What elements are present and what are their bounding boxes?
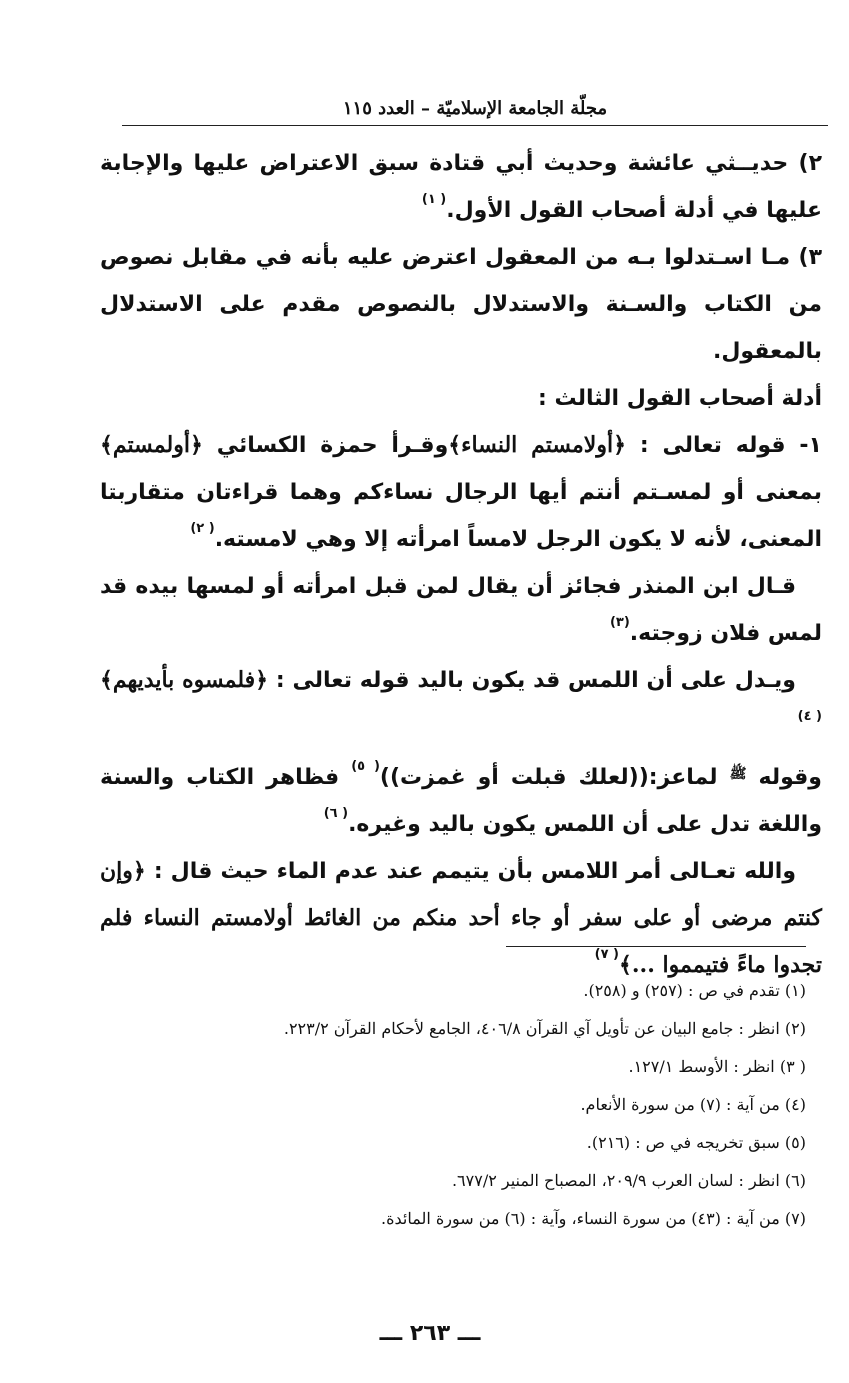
footnote-ref: ( ٦) (323, 806, 349, 821)
paragraph-point-3 (100, 234, 822, 375)
paragraph-text: مـا اسـتدلوا بـه من المعقول اعترض عليه بأنه في مقابل نصوص من الكتاب والسـنة والاستدلال بالنصوص مقدم على الاستدلال بالمعقول. (100, 245, 822, 364)
paragraph-text: بمعنى أو لمسـتم أنتم أيها الرجال نساءكم وهما قراءتان متقاربتا المعنى، لأنه لا يكون الرجل لامساً امرأته إلا وهي لامسته. (100, 480, 822, 552)
footnote-3 (100, 1048, 806, 1086)
item-number: ٣) (798, 245, 822, 270)
quran-verse: وإن كنتم مرضى أو على سفر أو جاء أحد منكم من الغائط أولامستم النساء فلم تجدوا ماءً فتيمموا ... (100, 858, 822, 978)
paragraph-text: ويـدل على أن اللمس قد يكون باليد قوله تعالى : (275, 668, 796, 693)
item-number: ٢) (798, 151, 822, 176)
footnote-number: (٥) (784, 1133, 806, 1152)
footnote-ref: ( ١) (421, 192, 447, 207)
paragraph-lead: ١- قوله تعالى : (639, 433, 822, 458)
paragraph-evidence-1 (100, 422, 822, 563)
quran-open-bracket: ﴿ (189, 433, 203, 458)
footnote-ref: (٣) (609, 615, 630, 630)
paragraph-tayammum (100, 848, 822, 989)
paragraph-touch-by-hand (100, 657, 822, 751)
header-divider (122, 125, 828, 126)
paragraph-text: وقـرأ حمزة الكسائي (216, 433, 449, 458)
footnote-text: انظر : جامع البيان عن تأويل آي القرآن ٤٠٦/٨، الجامع لأحكام القرآن ٢٢٣/٢. (283, 1019, 780, 1038)
footnote-text: من آية : (٤٣) من سورة النساء، وآية : (٦) من سورة المائدة. (381, 1209, 780, 1228)
quran-close-bracket: ﴾ (100, 433, 113, 458)
footnote-text: انظر : لسان العرب ٢٠٩/٩، المصباح المنير ٦٧٧/٢. (451, 1171, 780, 1190)
footnote-5 (100, 1124, 806, 1162)
quran-close-bracket: ﴾ (100, 668, 113, 693)
quran-verse: أولامستم النساء (461, 432, 614, 458)
quran-verse: أولمستم (112, 432, 190, 458)
footnote-number: (٦) (784, 1171, 806, 1190)
footnotes (100, 972, 806, 1238)
footnote-text: من آية : (٧) من سورة الأنعام. (580, 1095, 780, 1114)
footnote-text: انظر : الأوسط ١٢٧/١. (628, 1057, 775, 1076)
quran-close-bracket: ﴾ (448, 433, 462, 458)
main-text (100, 140, 822, 989)
paragraph-hadith-maiz (100, 751, 822, 848)
footnote-ref: ( ٧) (594, 947, 619, 962)
quran-open-bracket: ﴿ (255, 668, 269, 693)
footnote-2 (100, 1010, 806, 1048)
footnote-1 (100, 972, 806, 1010)
paragraph-text: فظاهر الكتاب والسنة واللغة تدل على أن اللمس يكون باليد وغيره. (100, 765, 822, 837)
paragraph-point-2 (100, 140, 822, 234)
footnote-4 (100, 1086, 806, 1124)
section-heading: أدلة أصحاب القول الثالث : (537, 386, 822, 411)
footnote-number: ( ٣) (779, 1057, 806, 1076)
footnote-6 (100, 1162, 806, 1200)
footnote-number: (١) (784, 981, 806, 1000)
footnote-7 (100, 1200, 806, 1238)
paragraph-text: والله تعـالى أمر اللامس بأن يتيمم عند عدم الماء حيث قال : (153, 859, 796, 884)
page-number: ـــ ٢٦٣ ـــ (379, 1321, 481, 1346)
quran-verse: فلمسوه بأيديهم (112, 667, 256, 693)
footnote-number: (٤) (784, 1095, 806, 1114)
footnote-text: تقدم في ص : (٢٥٧) و (٢٥٨). (583, 981, 780, 1000)
paragraph-ibn-almundhir (100, 563, 822, 657)
paragraph-text: حديــثي عائشة وحديث أبي قتادة سبق الاعتراض عليها والإجابة عليها في أدلة أصحاب القول الأول. (100, 151, 822, 223)
paragraph-text: قـال ابن المنذر فجائز أن يقال لمن قبل امرأته أو لمسها بيده قد لمس فلان زوجته. (100, 574, 822, 646)
pbuh-ligature-icon: ﷺ (729, 766, 747, 782)
footnote-ref: ( ٢) (190, 521, 215, 536)
footnote-number: (٢) (784, 1019, 806, 1038)
paragraph-text: لماعز:((لعلك قبلت أو غمزت)) (379, 765, 718, 790)
quran-open-bracket: ﴿ (132, 859, 146, 884)
paragraph-text: وقوله (758, 765, 822, 790)
footnote-ref: ( ٤) (797, 709, 822, 724)
quran-close-bracket: ﴾ (619, 953, 632, 978)
footnote-number: (٧) (784, 1209, 806, 1228)
footnote-ref: ( ٥) (351, 759, 380, 774)
footnote-text: سبق تخريجه في ص : (٢١٦). (586, 1133, 780, 1152)
quran-open-bracket: ﴿ (613, 433, 626, 458)
running-header: مجلّة الجامعة الإسلاميّة – العدد ١١٥ (342, 98, 608, 119)
footnote-divider (506, 946, 806, 947)
